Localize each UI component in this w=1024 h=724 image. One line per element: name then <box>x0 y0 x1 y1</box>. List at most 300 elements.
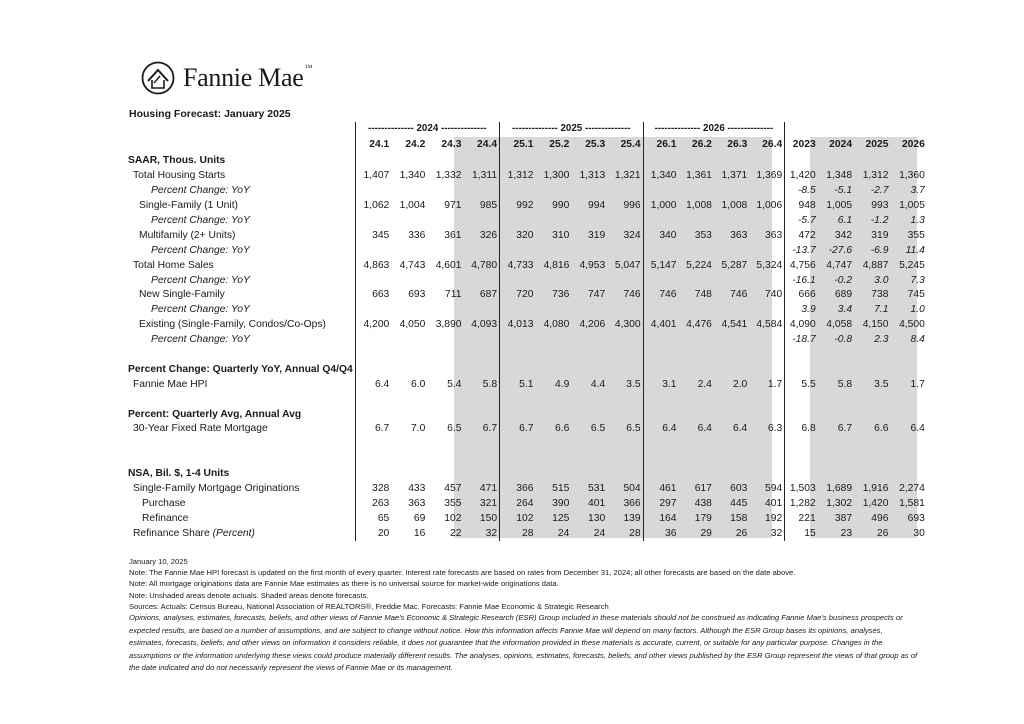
cell <box>500 348 536 363</box>
data-cell: 3.7 <box>910 185 925 197</box>
data-cell: 150 <box>479 512 498 524</box>
data-cell: 1,407 <box>355 169 391 184</box>
row-label-text: Percent Change: YoY <box>151 274 250 286</box>
data-cell: 32 <box>770 527 783 539</box>
data-cell <box>463 303 499 318</box>
data-cell <box>714 214 749 229</box>
cell <box>785 437 818 452</box>
data-cell <box>643 214 678 229</box>
data-cell: 366 <box>623 497 641 509</box>
data-cell: 1,360 <box>899 170 925 182</box>
data-cell: 994 <box>588 200 606 212</box>
data-cell <box>679 273 714 288</box>
cell <box>854 407 890 422</box>
cell <box>643 467 678 482</box>
cell <box>714 362 749 377</box>
percent-change-row <box>128 333 927 348</box>
data-cell: 297 <box>643 496 678 511</box>
data-cell: 711 <box>445 289 462 301</box>
data-cell: 5,245 <box>899 259 925 271</box>
column-header: 26.1 <box>643 136 678 154</box>
column-header: 2023 <box>785 136 818 154</box>
data-cell: -5.7 <box>785 214 818 229</box>
data-cell <box>500 184 536 199</box>
data-row <box>128 526 927 541</box>
cell <box>355 407 391 422</box>
data-cell <box>643 273 678 288</box>
data-cell <box>535 214 571 229</box>
row-label <box>128 214 355 229</box>
cell <box>427 407 463 422</box>
data-cell: 366 <box>500 482 536 497</box>
data-cell <box>500 333 536 348</box>
data-cell: 319 <box>588 229 606 241</box>
column-header: 25.2 <box>549 139 570 150</box>
cell <box>679 154 714 169</box>
cell <box>427 452 463 467</box>
row-label <box>128 333 355 348</box>
data-cell <box>427 214 463 229</box>
data-cell <box>463 184 499 199</box>
data-cell: 1.3 <box>910 215 925 226</box>
data-cell <box>714 184 749 199</box>
data-cell <box>427 243 463 258</box>
data-cell: 310 <box>552 229 570 241</box>
data-cell: 746 <box>643 288 678 303</box>
cell <box>391 467 427 482</box>
row-label <box>128 169 355 184</box>
data-cell: 158 <box>730 512 748 524</box>
data-cell: 1,312 <box>862 170 889 182</box>
section-heading: Percent Change: Quarterly YoY, Annual Q4/Q4 <box>128 363 353 375</box>
cell <box>714 392 749 407</box>
cell <box>854 467 890 482</box>
data-cell: 5.8 <box>837 378 853 390</box>
data-cell: 4,058 <box>826 319 853 331</box>
data-cell: 363 <box>408 497 426 509</box>
data-cell: 736 <box>552 289 570 301</box>
data-cell <box>643 303 678 318</box>
cell <box>391 362 427 377</box>
note-line: Sources: Actuals: Census Bureau, National Association of REALTORS®, Freddie Mac. Forecasts: Fannie Mae Economic & Strategic Research <box>129 601 609 611</box>
data-cell <box>571 243 607 258</box>
cell <box>500 362 536 377</box>
cell <box>391 392 427 407</box>
data-cell: 263 <box>355 496 391 511</box>
cell <box>607 154 643 169</box>
data-cell: 1,321 <box>614 170 641 182</box>
cell <box>355 437 391 452</box>
data-cell: 1.0 <box>910 304 925 316</box>
data-cell: 353 <box>694 229 712 241</box>
data-cell: 4,953 <box>579 259 606 271</box>
data-cell: 4,584 <box>756 319 783 331</box>
data-cell: 6.5 <box>590 423 606 435</box>
row-label-text: Percent Change: YoY <box>151 244 250 256</box>
cell <box>785 392 818 407</box>
house-in-circle-icon <box>141 61 175 95</box>
data-cell: 1,689 <box>826 483 853 495</box>
data-cell <box>607 243 643 258</box>
data-cell: 666 <box>785 288 818 303</box>
data-cell: 102 <box>500 511 536 526</box>
percent-change-row <box>128 273 927 288</box>
data-cell: 948 <box>785 199 818 214</box>
data-cell: 4,780 <box>471 259 498 271</box>
data-cell: 433 <box>408 483 426 495</box>
page-title: Housing Forecast: January 2025 <box>129 108 291 120</box>
row-label <box>128 452 355 467</box>
data-cell: 326 <box>479 229 498 241</box>
cell <box>535 392 571 407</box>
data-cell: 6.0 <box>411 378 426 390</box>
row-label <box>128 526 355 541</box>
data-cell <box>749 214 784 229</box>
cell <box>714 348 749 363</box>
row-label-text: Refinance Share <box>133 527 210 539</box>
data-cell: 5.1 <box>500 377 536 392</box>
data-cell: 461 <box>643 482 678 497</box>
section-heading-row <box>128 154 927 169</box>
data-cell: 11.4 <box>905 244 925 256</box>
year-group-label: -------------- 2026 -------------- <box>643 122 785 136</box>
data-row <box>128 169 927 184</box>
row-label-text: Percent Change: YoY <box>151 185 250 197</box>
data-cell: 445 <box>730 497 748 509</box>
data-cell: 6.4 <box>697 423 712 435</box>
data-cell: 471 <box>479 483 498 495</box>
data-cell: 4,756 <box>785 258 818 273</box>
cell <box>890 392 926 407</box>
data-cell: 738 <box>871 289 889 301</box>
row-label <box>128 348 355 363</box>
cell <box>854 348 890 363</box>
row-label <box>128 258 355 273</box>
data-cell: 3.4 <box>837 304 853 316</box>
row-label <box>128 273 355 288</box>
cell <box>535 407 571 422</box>
cell <box>643 437 678 452</box>
data-cell: 1,008 <box>686 200 712 212</box>
column-header: 26.2 <box>691 139 712 150</box>
data-cell: 69 <box>413 512 426 524</box>
cell <box>571 392 607 407</box>
data-cell <box>714 333 749 348</box>
data-cell: 985 <box>479 200 498 212</box>
data-cell: 693 <box>907 512 925 524</box>
data-cell: 1,361 <box>686 170 712 182</box>
cell <box>818 407 854 422</box>
data-cell: 515 <box>552 483 570 495</box>
data-cell: 6.4 <box>910 423 925 435</box>
cell <box>607 362 643 377</box>
row-label-text: Total Housing Starts <box>133 170 226 182</box>
data-cell: 1,348 <box>826 170 853 182</box>
data-cell: 1,282 <box>785 496 818 511</box>
cell <box>818 437 854 452</box>
data-cell <box>500 303 536 318</box>
cell <box>463 348 499 363</box>
data-cell <box>355 273 391 288</box>
cell <box>854 392 890 407</box>
data-cell <box>463 273 499 288</box>
row-label <box>128 496 355 511</box>
note-line: January 10, 2025 <box>129 557 188 566</box>
cell <box>679 392 714 407</box>
data-cell: 65 <box>355 511 391 526</box>
data-cell: 4,500 <box>899 319 925 331</box>
cell <box>463 362 499 377</box>
data-cell <box>643 243 678 258</box>
data-cell: 4,150 <box>862 319 889 331</box>
data-cell: 15 <box>785 526 818 541</box>
data-cell: 1,000 <box>643 199 678 214</box>
fannie-mae-logo <box>141 58 312 98</box>
data-cell: 438 <box>694 497 712 509</box>
data-cell <box>427 333 463 348</box>
column-header: 24.1 <box>355 136 391 154</box>
note-line: Note: Unshaded areas denote actuals. Shaded areas denote forecasts. <box>129 590 369 600</box>
cell <box>500 452 536 467</box>
data-cell: 1,420 <box>862 497 889 509</box>
data-cell: 4,013 <box>500 318 536 333</box>
data-cell: 748 <box>694 289 712 301</box>
data-cell: 324 <box>623 229 641 241</box>
data-cell: 594 <box>765 483 783 495</box>
data-cell <box>391 243 427 258</box>
year-group-label: -------------- 2025 -------------- <box>500 122 644 136</box>
cell <box>535 467 571 482</box>
data-cell <box>749 303 784 318</box>
row-label-text: Percent Change: YoY <box>151 334 250 346</box>
cell <box>854 362 890 377</box>
data-cell: 603 <box>730 483 748 495</box>
data-cell <box>714 243 749 258</box>
cell <box>355 452 391 467</box>
section-heading-row <box>128 407 927 422</box>
cell <box>607 407 643 422</box>
data-cell <box>427 303 463 318</box>
cell <box>749 154 784 169</box>
data-cell: 6.3 <box>767 423 783 435</box>
data-row <box>128 258 927 273</box>
data-cell <box>643 333 678 348</box>
data-cell: 4,816 <box>543 259 570 271</box>
data-cell: 992 <box>500 199 536 214</box>
column-header-row <box>128 136 927 154</box>
data-cell: -6.9 <box>870 244 889 256</box>
data-cell: 387 <box>834 512 853 524</box>
data-cell: 2,274 <box>899 483 925 495</box>
data-cell: 26 <box>877 527 889 539</box>
data-cell: 1,004 <box>399 200 426 212</box>
row-label-text: 30-Year Fixed Rate Mortgage <box>133 423 268 435</box>
data-cell <box>391 214 427 229</box>
data-cell: 5.5 <box>785 377 818 392</box>
data-cell: 5,224 <box>686 259 712 271</box>
data-cell: 1,313 <box>579 170 606 182</box>
row-label <box>128 318 355 333</box>
spacer-row <box>128 437 927 452</box>
cell <box>749 348 784 363</box>
data-cell: 4.9 <box>555 378 570 390</box>
data-cell: 5,324 <box>756 259 783 271</box>
data-cell: 390 <box>552 497 570 509</box>
cell <box>463 452 499 467</box>
data-cell: 1,916 <box>862 483 889 495</box>
data-row <box>128 377 927 392</box>
data-cell <box>607 184 643 199</box>
data-cell: 401 <box>588 497 606 509</box>
data-cell: 1,581 <box>899 497 925 509</box>
data-cell: 1,008 <box>721 200 748 212</box>
cell <box>391 452 427 467</box>
cell <box>355 348 391 363</box>
data-cell: 130 <box>588 512 606 524</box>
data-cell: -13.7 <box>785 243 818 258</box>
cell <box>854 452 890 467</box>
cell <box>890 452 926 467</box>
data-cell <box>571 333 607 348</box>
data-cell: 5.4 <box>447 378 462 390</box>
data-cell: 26 <box>735 527 748 539</box>
data-cell: 1,503 <box>785 482 818 497</box>
data-cell: -1.2 <box>870 215 889 226</box>
data-cell: 7.3 <box>910 274 925 286</box>
cell <box>571 452 607 467</box>
data-cell <box>749 273 784 288</box>
data-cell: 6.7 <box>355 422 391 437</box>
data-cell: 355 <box>907 229 925 241</box>
cell <box>571 348 607 363</box>
cell <box>607 452 643 467</box>
data-cell: 221 <box>785 511 818 526</box>
row-label <box>128 437 355 452</box>
data-row <box>128 482 927 497</box>
data-cell <box>427 184 463 199</box>
row-label-text: Purchase <box>142 497 186 509</box>
data-cell <box>714 303 749 318</box>
cell <box>643 407 678 422</box>
cell <box>571 407 607 422</box>
cell <box>818 467 854 482</box>
data-cell: -27.6 <box>828 244 853 256</box>
data-cell: 361 <box>444 229 462 241</box>
data-cell <box>391 303 427 318</box>
data-cell: 179 <box>694 512 712 524</box>
data-cell <box>679 214 714 229</box>
cell <box>355 362 391 377</box>
cell <box>607 467 643 482</box>
data-cell: 457 <box>444 483 462 495</box>
data-cell <box>679 333 714 348</box>
data-cell: 1,005 <box>826 200 853 212</box>
data-cell: 4,200 <box>355 318 391 333</box>
cell <box>714 467 749 482</box>
row-label <box>128 228 355 243</box>
row-label <box>128 199 355 214</box>
data-cell: 1,369 <box>756 170 783 182</box>
data-cell: 2.4 <box>697 378 712 390</box>
cell <box>854 154 890 169</box>
row-label <box>128 482 355 497</box>
data-cell: 32 <box>485 527 498 539</box>
cell <box>571 362 607 377</box>
data-cell <box>571 214 607 229</box>
cell <box>607 348 643 363</box>
row-label-text: Existing (Single-Family, Condos/Co-Ops) <box>139 319 326 331</box>
cell <box>749 452 784 467</box>
cell <box>890 362 926 377</box>
data-cell: 7.0 <box>411 423 426 435</box>
data-cell: 4,206 <box>579 319 606 331</box>
cell <box>890 407 926 422</box>
data-cell <box>391 273 427 288</box>
data-cell: 4,300 <box>614 319 641 331</box>
data-cell: 663 <box>355 288 391 303</box>
row-label-text: Multifamily (2+ Units) <box>139 229 236 241</box>
note-line: Note: The Fannie Mae HPI forecast is updated on the first month of every quarter. Interest rate forecasts are based on rates from December 31, 2024; all other forecasts are based on the date above. <box>129 568 796 578</box>
data-cell <box>749 333 784 348</box>
data-cell <box>607 303 643 318</box>
data-cell: 102 <box>444 512 462 524</box>
column-header: 24.2 <box>405 139 426 150</box>
cell <box>500 407 536 422</box>
row-label-text: Fannie Mae HPI <box>133 378 208 390</box>
row-label <box>128 184 355 199</box>
data-cell <box>535 184 571 199</box>
data-cell: 336 <box>408 229 426 241</box>
data-cell: 6.1 <box>837 215 853 226</box>
note-line: Note: All mortgage originations data are Fannie Mae estimates as there is no universal source for market-wide originations data. <box>129 579 559 589</box>
data-cell: 7.1 <box>874 304 889 316</box>
data-cell: 28 <box>629 527 641 539</box>
data-cell: 30 <box>913 527 925 539</box>
data-cell: 4.4 <box>590 378 606 390</box>
data-cell <box>571 184 607 199</box>
data-cell: 1,062 <box>355 199 391 214</box>
data-cell: 5,147 <box>643 258 678 273</box>
cell <box>535 154 571 169</box>
data-cell <box>463 214 499 229</box>
housing-forecast-table <box>128 122 927 541</box>
percent-change-row <box>128 243 927 258</box>
percent-change-row <box>128 214 927 229</box>
data-cell: 472 <box>785 228 818 243</box>
cell <box>463 407 499 422</box>
data-cell <box>355 303 391 318</box>
cell <box>679 437 714 452</box>
data-cell: 1,420 <box>785 169 818 184</box>
data-cell: -8.5 <box>785 184 818 199</box>
data-cell: 139 <box>623 512 641 524</box>
cell <box>463 467 499 482</box>
row-label-suffix: (Percent) <box>212 527 255 539</box>
cell <box>818 348 854 363</box>
row-label-text: Percent Change: YoY <box>151 215 250 226</box>
data-cell: 36 <box>643 526 678 541</box>
cell <box>463 392 499 407</box>
data-cell: 1,340 <box>643 169 678 184</box>
data-cell <box>463 243 499 258</box>
data-cell: 6.4 <box>643 422 678 437</box>
row-label-text: Refinance <box>142 512 189 524</box>
data-row <box>128 422 927 437</box>
data-cell <box>607 214 643 229</box>
data-cell: 740 <box>765 289 783 301</box>
header-spacer <box>785 122 927 136</box>
cell <box>785 467 818 482</box>
